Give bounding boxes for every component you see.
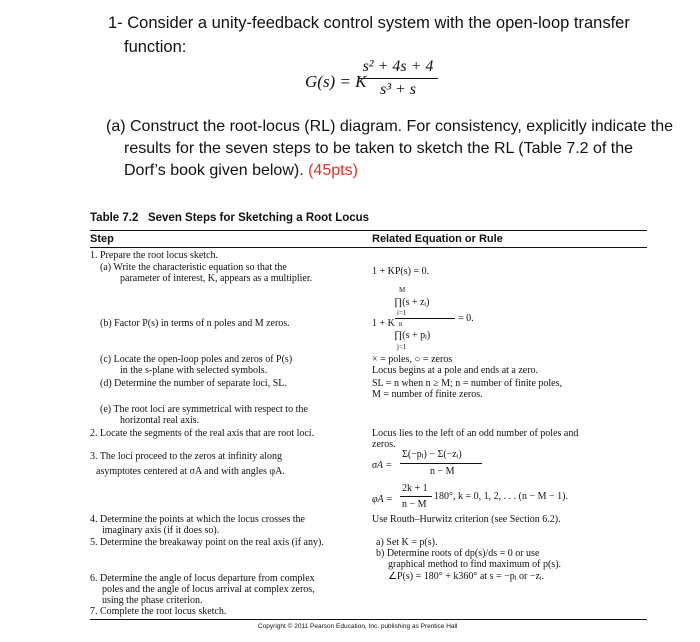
points-label: (45pts) [308,162,358,179]
rule-1d-line-2: M = number of finite zeros. [372,389,483,400]
rule-1b-numerator: ∏(s + zᵢ) [394,297,430,308]
transfer-function-fraction [358,58,438,99]
table-title [90,212,369,224]
table-7-2 [90,204,650,634]
step-2: 2. Locate the segments of the real axis that are root loci. [90,428,315,439]
part-a-line-3 [124,162,358,180]
step-6-line-1: 6. Determine the angle of locus departure from complex [90,573,315,584]
step-1a-line-1: (a) Write the characteristic equation so that the [100,262,287,273]
step-4-line-1: 4. Determine the points at which the locus crosses the [90,514,305,525]
rule-5-line-3: graphical method to find maximum of p(s). [388,559,562,570]
step-1c-line-2: in the s-plane with selected symbols. [120,365,268,376]
part-a-line-1: (a) Construct the root-locus (RL) diagram. For consistency, explicitly indicate the [106,118,674,135]
table-top-rule [90,230,647,231]
table-header-rule [90,247,647,248]
copyright-notice: Copyright © 2011 Pearson Education, Inc. publishing as Prentice Hall [258,623,458,630]
rule-1b-product-index-top: i=1 [397,309,407,317]
question-line-1: 1- Consider a unity-feedback control system with the open-loop transfer [108,14,630,32]
rule-1b-denominator: ∏(s + pⱼ) [394,330,431,341]
step-3-line-2: asymptotes centered at σA and with angles φA. [96,466,285,477]
rule-5-line-1: a) Set K = p(s). [376,537,438,548]
rule-2-line-1: Locus lies to the left of an odd number of poles and [372,428,579,439]
rule-3-phi-fraction-bar [400,496,432,497]
fraction-bar [358,78,438,79]
table-label: Table 7.2 [90,212,139,224]
rule-1c-line-2: Locus begins at a pole and ends at a zero. [372,365,539,376]
step-6-line-3: using the phase criterion. [102,595,203,606]
transfer-function-lhs: G(s) = K [305,72,367,91]
rule-1b-product-upper: M [399,286,406,294]
step-1: 1. Prepare the root locus sketch. [90,250,219,261]
rule-1a: 1 + KP(s) = 0. [372,266,430,277]
table-title-text: Seven Steps for Sketching a Root Locus [147,212,370,224]
step-7: 7. Complete the root locus sketch. [90,606,227,617]
rule-3-phi-rest: 180°, k = 0, 1, 2, . . . (n − M − 1). [434,491,568,502]
rule-6: ∠P(s) = 180° + k360° at s = −pⱼ or −zᵢ. [388,571,545,582]
step-1e-line-1: (e) The root loci are symmetrical with respect to the [100,404,308,415]
step-1b: (b) Factor P(s) in terms of n poles and M zeros. [100,318,290,329]
transfer-function-numerator: s² + 4s + 4 [362,58,434,75]
step-6-line-2: poles and the angle of locus arrival at complex zeros, [102,584,315,595]
question-line-2: function: [124,38,187,56]
rule-3-phi-denominator: n − M [402,499,427,510]
table-bottom-rule [90,619,647,620]
rule-5-line-2: b) Determine roots of dp(s)/ds = 0 or use [376,548,540,559]
transfer-function-denominator: s³ + s [379,81,417,98]
rule-3-numerator: Σ(−pⱼ) − Σ(−zᵢ) [402,449,462,460]
step-4-line-2: imaginary axis (if it does so). [102,525,220,536]
rule-1b-product-n: n [399,320,403,328]
rule-3-phi: φA = [372,494,393,505]
step-1e-line-2: horizontal real axis. [120,415,200,426]
step-1c-line-1: (c) Locate the open-loop poles and zeros of P(s) [100,354,293,365]
rule-1b-product-index-bottom: j=1 [397,343,407,351]
rule-3-phi-numerator: 2k + 1 [402,483,428,494]
rule-4: Use Routh–Hurwitz criterion (see Section 6.2). [372,514,561,525]
rule-3-fraction-bar [400,463,482,464]
column-header-rule: Related Equation or Rule [372,233,503,245]
rule-3-sigma: σA = [372,460,393,471]
rule-2-line-2: zeros. [372,439,396,450]
rule-1b-fraction-bar [395,318,455,319]
part-a-line-2: results for the seven steps to be taken to sketch the RL (Table 7.2 of the [124,140,634,157]
step-3-line-1: 3. The loci proceed to the zeros at infinity along [90,451,282,462]
rule-1c-line-1: × = poles, ○ = zeros [372,354,453,365]
rule-1d-line-1: SL = n when n ≥ M; n = number of finite poles, [372,378,562,389]
rule-3-denominator: n − M [430,466,455,477]
step-1a-line-2: parameter of interest, K, appears as a multiplier. [120,273,313,284]
step-1d: (d) Determine the number of separate loci, SL. [100,378,287,389]
rule-1b-rhs: = 0. [458,313,474,324]
column-header-step: Step [90,233,114,245]
step-5: 5. Determine the breakaway point on the real axis (if any). [90,537,324,548]
part-a-line-3-text: Dorf’s book given below). [124,162,304,179]
rule-1b-lhs: 1 + K [372,318,395,329]
